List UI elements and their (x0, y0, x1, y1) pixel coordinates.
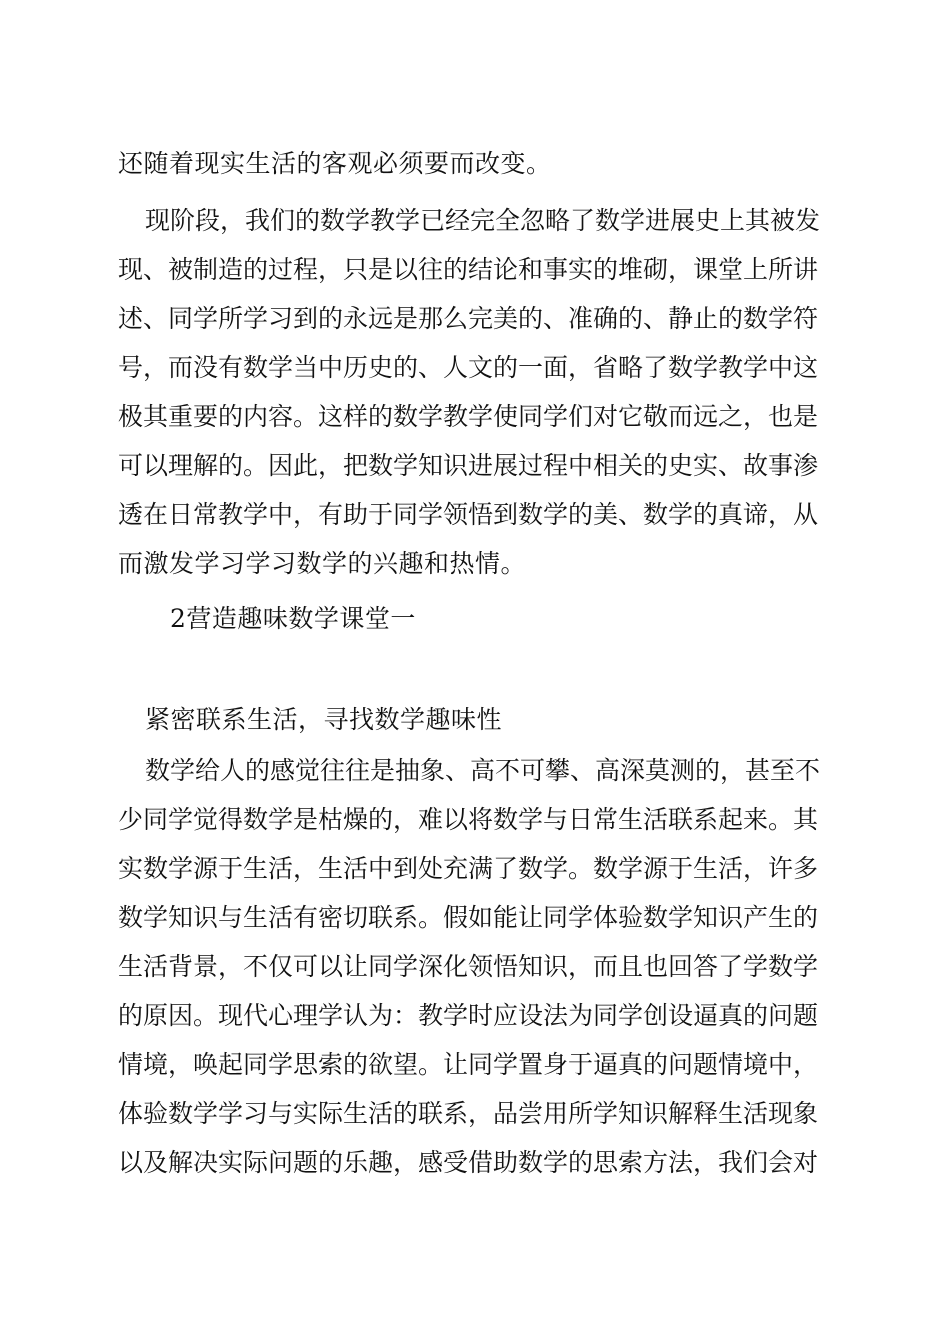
text-line: 情境，唤起同学思索的欲望。让同学置身于逼真的问题情境中， (118, 1050, 819, 1079)
text-line: 可以理解的。因此，把数学知识进展过程中相关的史实、故事渗 (118, 451, 819, 480)
text-line: 而激发学习学习数学的兴趣和热情。 (118, 549, 527, 578)
text-line: 现、被制造的过程，只是以往的结论和事实的堆砌，课堂上所讲 (118, 255, 819, 284)
text-line: 体验数学学习与实际生活的联系，品尝用所学知识解释生活现象 (118, 1099, 819, 1128)
paragraph-first-line: 数学给人的感觉往往是抽象、高不可攀、高深莫测的，甚至不 (145, 756, 821, 785)
subsection-heading: 紧密联系生活，寻找数学趣味性 (145, 705, 503, 734)
text-line: 以及解决实际问题的乐趣，感受借助数学的思索方法，我们会对 (118, 1148, 819, 1177)
section-heading: 2营造趣味数学课堂一 (170, 604, 416, 633)
text-line: 还随着现实生活的客观必须要而改变。 (118, 149, 552, 178)
text-line: 生活背景，不仅可以让同学深化领悟知识，而且也回答了学数学 (118, 952, 819, 981)
paragraph-first-line: 现阶段，我们的数学教学已经完全忽略了数学进展史上其被发 (145, 206, 821, 235)
text-line: 少同学觉得数学是枯燥的，难以将数学与日常生活联系起来。其 (118, 805, 819, 834)
text-line: 号，而没有数学当中历史的、人文的一面，省略了数学教学中这 (118, 353, 819, 382)
text-line: 述、同学所学习到的永远是那么完美的、准确的、静止的数学符 (118, 304, 819, 333)
text-line: 的原因。现代心理学认为：教学时应设法为同学创设逼真的问题 (118, 1001, 819, 1030)
text-line: 实数学源于生活，生活中到处充满了数学。数学源于生活，许多 (118, 854, 819, 883)
text-line: 透在日常教学中，有助于同学领悟到数学的美、数学的真谛，从 (118, 500, 819, 529)
text-line: 极其重要的内容。这样的数学教学使同学们对它敬而远之，也是 (118, 402, 819, 431)
text-line: 数学知识与生活有密切联系。假如能让同学体验数学知识产生的 (118, 903, 819, 932)
